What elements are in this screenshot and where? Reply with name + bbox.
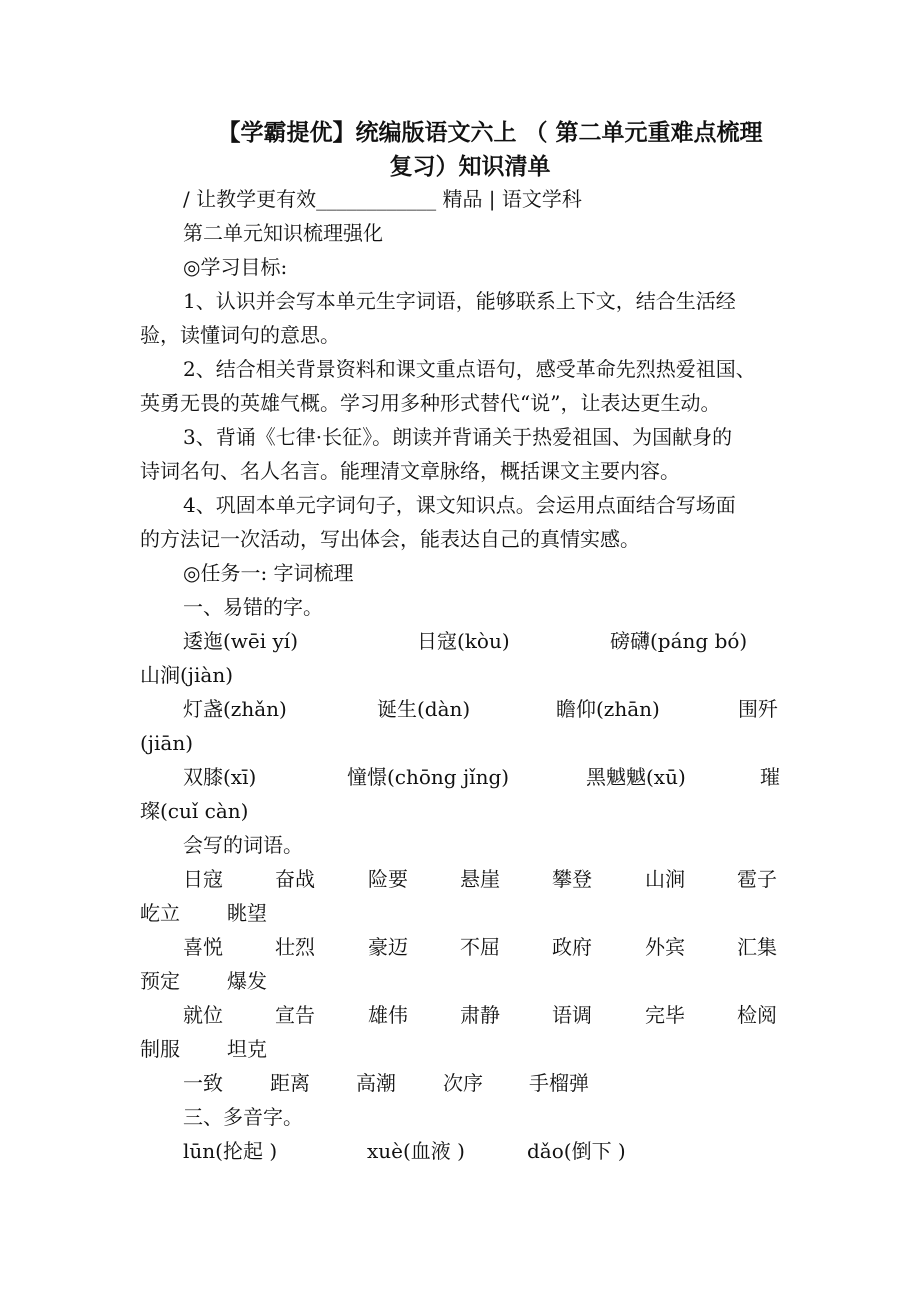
char-item: 逶迤(wēi yí) bbox=[183, 629, 299, 653]
vocab-word: 就位 bbox=[183, 1003, 223, 1027]
vocab-word: 完毕 bbox=[645, 1003, 685, 1027]
vocab-word: 预定 bbox=[140, 969, 180, 993]
vocab-word: 次序 bbox=[443, 1071, 483, 1095]
vocab-word: 汇集 bbox=[737, 935, 777, 959]
doc-title-line2: 复习）知识清单 bbox=[389, 154, 551, 180]
vocab-word: 外宾 bbox=[645, 935, 685, 959]
goal-1-line2: 验，读懂词句的意思。 bbox=[140, 323, 340, 347]
vocab-word: 肃静 bbox=[460, 1003, 500, 1027]
vocab-word: 喜悦 bbox=[183, 935, 223, 959]
goal-1-line1: 1、认识并会写本单元生字词语，能够联系上下文，结合生活经 bbox=[183, 289, 736, 313]
char-item: 双膝(xī) bbox=[183, 765, 257, 789]
vocab-word: 距离 bbox=[270, 1071, 310, 1095]
doc-title-line1: 【学霸提优】统编版语文六上 （ 第二单元重难点梳理 bbox=[217, 120, 763, 146]
vocab-word: 不屈 bbox=[460, 935, 500, 959]
goal-4-line2: 的方法记一次活动，写出体会，能表达自己的真情实感。 bbox=[140, 527, 640, 551]
vocab-word: 雄伟 bbox=[368, 1003, 408, 1027]
task1-sub1: 一、易错的字。 bbox=[183, 595, 323, 619]
char-item: (jiān) bbox=[140, 731, 194, 755]
char-item: 灯盏(zhǎn) bbox=[183, 697, 287, 721]
goal-2-line2: 英勇无畏的英雄气概。学习用多种形式替代“说”，让表达更生动。 bbox=[140, 391, 721, 415]
vocab-word: 政府 bbox=[552, 935, 592, 959]
vocab-word: 眺望 bbox=[227, 901, 267, 925]
polyphone-item: xuè(血液 ) bbox=[367, 1139, 465, 1163]
vocab-word: 爆发 bbox=[227, 969, 267, 993]
vocab-word: 手榴弹 bbox=[529, 1071, 589, 1095]
vocab-word: 坦克 bbox=[227, 1037, 267, 1061]
polyphone-item: lūn(抡起 ) bbox=[183, 1139, 278, 1163]
task1-sub3: 三、多音字。 bbox=[183, 1105, 303, 1129]
vocab-word: 制服 bbox=[140, 1037, 180, 1061]
char-item: 黑魆魆(xū) bbox=[586, 765, 686, 789]
vocab-word: 日寇 bbox=[183, 867, 223, 891]
goals-heading: ◎学习目标: bbox=[183, 255, 288, 279]
goal-4-line1: 4、巩固本单元字词句子，课文知识点。会运用点面结合写场面 bbox=[183, 493, 736, 517]
subtitle: / 让教学更有效____________ 精品 | 语文学科 bbox=[183, 187, 582, 211]
vocab-word: 一致 bbox=[183, 1071, 223, 1095]
vocab-word: 豪迈 bbox=[368, 935, 408, 959]
vocab-word: 险要 bbox=[368, 867, 408, 891]
vocab-word: 雹子 bbox=[737, 867, 777, 891]
char-item: 璀 bbox=[760, 765, 780, 789]
goal-3-line1: 3、背诵《七律·长征》。朗读并背诵关于热爱祖国、为国献身的 bbox=[183, 425, 733, 449]
vocab-word: 宣告 bbox=[275, 1003, 315, 1027]
vocab-word: 奋战 bbox=[275, 867, 315, 891]
goal-3-line2: 诗词名句、名人名言。能理清文章脉络，概括课文主要内容。 bbox=[140, 459, 680, 483]
polyphone-item: dǎo(倒下 ) bbox=[527, 1139, 626, 1163]
vocab-word: 屹立 bbox=[140, 901, 180, 925]
char-item: 憧憬(chōng jǐng) bbox=[347, 765, 510, 789]
char-item: 磅礴(páng bó) bbox=[610, 629, 748, 653]
vocab-word: 壮烈 bbox=[275, 935, 315, 959]
vocab-word: 语调 bbox=[552, 1003, 592, 1027]
vocab-word: 攀登 bbox=[552, 867, 592, 891]
char-item: 围歼 bbox=[738, 697, 778, 721]
char-item: 瞻仰(zhān) bbox=[556, 697, 660, 721]
goal-2-line1: 2、结合相关背景资料和课文重点语句，感受革命先烈热爱祖国、 bbox=[183, 357, 756, 381]
char-item: 日寇(kòu) bbox=[417, 629, 510, 653]
vocab-word: 检阅 bbox=[737, 1003, 777, 1027]
section-title: 第二单元知识梳理强化 bbox=[183, 221, 383, 245]
vocab-word: 高潮 bbox=[356, 1071, 396, 1095]
task1-heading: ◎任务一: 字词梳理 bbox=[183, 561, 354, 585]
vocab-word: 山涧 bbox=[645, 867, 685, 891]
vocab-word: 悬崖 bbox=[460, 867, 500, 891]
task1-sub2: 会写的词语。 bbox=[183, 833, 303, 857]
char-item: 璨(cuǐ càn) bbox=[140, 799, 249, 823]
char-item: 山涧(jiàn) bbox=[140, 663, 234, 687]
char-item: 诞生(dàn) bbox=[377, 697, 471, 721]
